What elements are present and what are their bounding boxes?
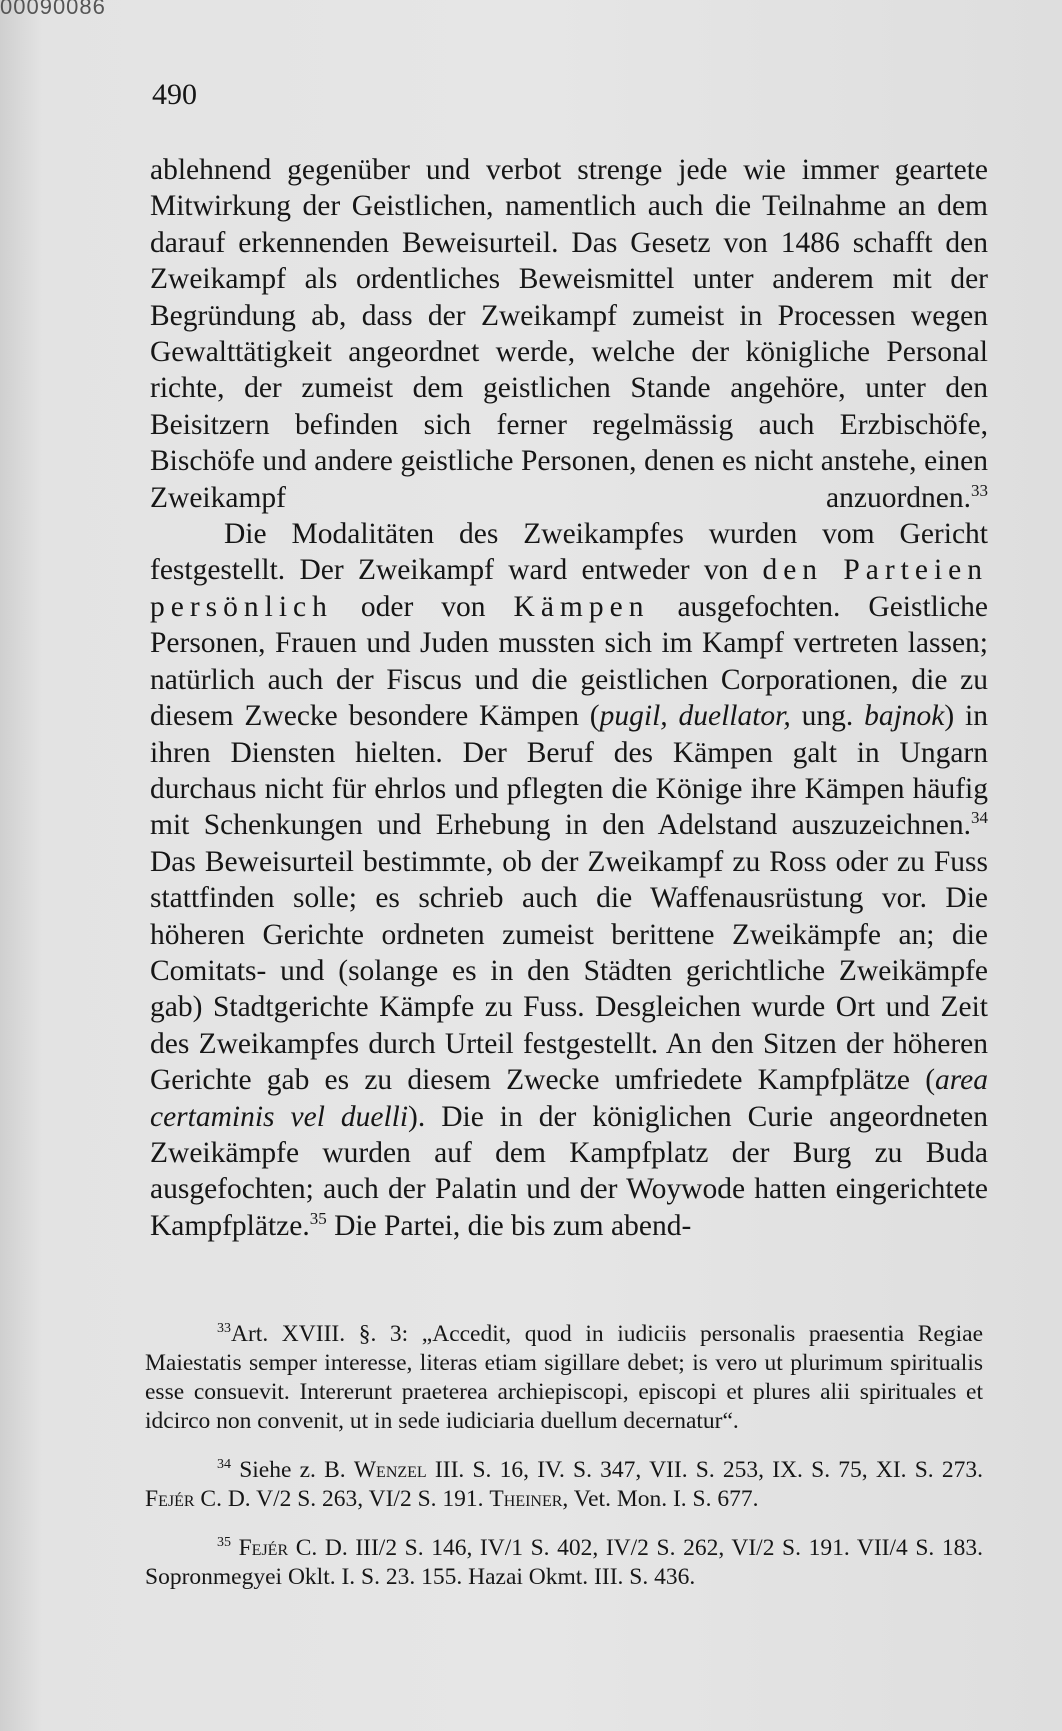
- footnote-35-number: 35: [217, 1535, 231, 1550]
- footnote-34-part-c: C. D. V/2 S. 263, VI/2 S. 191.: [200, 1486, 484, 1512]
- footnote-35-text: C. D. III/2 S. 146, IV/1 S. 402, IV/2 S. 262, VI/2 S. 191. VII/4 S. 183. Sopronmegyei Oklt. I. S. 23. 155. Hazai Okmt. III. S. 436.: [145, 1535, 984, 1590]
- footnote-35: [145, 1534, 983, 1592]
- paragraph-2-part-e: ) in ihren Diensten hielten. Der Beruf des Kämpen galt in Ungarn durchaus nicht für ehrlos und pflegten die Könige ihre Kämpen häufig mit Schenkungen und Erhebung in den Adelstand auszuzeichnen.: [150, 700, 989, 842]
- footnote-gap: [145, 1442, 983, 1456]
- footnote-33: [145, 1320, 983, 1436]
- paragraph-2-part-h: Die Partei, die bis zum abend-: [334, 1209, 692, 1242]
- footnotes: [145, 1320, 983, 1598]
- page-number: 490: [152, 78, 197, 111]
- footnote-ref-35: 35: [309, 1208, 327, 1228]
- paragraph-2-part-d: ung.: [801, 700, 854, 733]
- italic-pugil: pugil, duellator,: [599, 700, 791, 733]
- footnote-35-fejer: Fejér: [238, 1535, 289, 1561]
- footnote-34-fejer: Fejér: [145, 1486, 195, 1512]
- footnote-ref-34: 34: [971, 808, 988, 828]
- paragraph-2: [150, 516, 988, 1244]
- paragraph-1: [150, 152, 988, 516]
- spaced-kaempen: Kämpen: [513, 590, 650, 623]
- paragraph-1-text: ablehnend gegenüber und verbot strenge jede wie immer geartete Mitwirkung der Geistlichen, namentlich auch die Teilnahme an dem darauf erkennenden Beweisurteil. Das Gesetz von 1486 schafft den Zweikampf als ordentliches Beweismittel unter anderem mit der Begründung ab, dass der Zweikampf zumeist in Processen wegen Gewalttätigkeit angeordnet werde, welche der königliche Personal richte, der zumeist dem geistlichen Stande angehöre, unter den Beisitzern befinden sich ferner regelmässig auch Erzbischöfe, Bischöfe und andere geistliche Personen, denen es nicht anstehe, einen Zweikampf anzuordnen.: [150, 154, 988, 514]
- italic-bajnok: bajnok: [864, 700, 945, 733]
- paragraph-2-part-c: ausgefochten. Geistliche Personen, Frauen und Juden mussten sich im Kampf vertreten lassen; natürlich auch der Fiscus und die geistlichen Corporationen, die zu diesem Zwecke besondere Kämpen (: [150, 590, 989, 733]
- footnote-gap: [145, 1520, 983, 1534]
- footnote-34-theiner: Theiner,: [489, 1486, 569, 1512]
- footnote-33-number: 33: [217, 1321, 231, 1336]
- paragraph-2-part-g: ). Die in der königlichen Curie angeordneten Zweikämpfe wurden auf dem Kampfplatz der Burg zu Buda ausgefochten; auch der Palatin und der Woywode hatten eingerichtete Kampfplätze.: [150, 1100, 988, 1242]
- spaced-parteien: den Parteien persönlich: [150, 554, 988, 623]
- main-text: [150, 152, 988, 1244]
- italic-area: area certaminis vel duelli: [150, 1064, 988, 1133]
- paragraph-2-part-b: oder von: [360, 590, 486, 623]
- footnote-34-wenzel: Wenzel: [353, 1457, 427, 1483]
- footnote-34-number: 34: [217, 1457, 231, 1472]
- footnote-34-part-b: III. S. 16, IV. S. 347, VII. S. 253, IX. S. 75, XI. S. 273.: [434, 1457, 983, 1483]
- footnote-34-part-d: Vet. Mon. I. S. 677.: [573, 1486, 759, 1512]
- paragraph-2-part-f: Das Beweisurteil bestimmte, ob der Zweikampf zu Ross oder zu Fuss stattfinden solle; es schrieb auch die Waffenausrüstung vor. Die höheren Gerichte ordneten zumeist berittene Zweikämpfe an; die Comitats- und (solange es in den Städten gerichtliche Zweikämpfe gab) Stadtgerichte Kämpfe zu Fuss. Desgleichen wurde Ort und Zeit des Zweikampfes durch Urteil festgestellt. An den Sitzen der höheren Gerichte gab es zu diesem Zwecke umfriedete Kampfplätze (: [150, 845, 988, 1097]
- footnote-33-text: Art. XVIII. §. 3: „Accedit, quod in iudiciis personalis praesentia Regiae Maiestatis semper interesse, literas etiam sigillare debet; is vero ut plurimum spiritualis esse consuevit. Intererunt praeterea archiepiscopi, episcopi et plures alii spirituales et idcirco non convenit, ut in sede iudiciaria duellum decernatur“.: [145, 1321, 983, 1434]
- scan-id: 00090086: [0, 0, 106, 19]
- footnote-34-part-a: Siehe z. B.: [239, 1457, 346, 1483]
- footnote-ref-33: 33: [971, 480, 988, 500]
- paragraph-2-part-a: Die Modalitäten des Zweikampfes wurden vom Gericht festgestellt. Der Zweikampf ward entweder von: [150, 518, 988, 587]
- footnote-34: [145, 1456, 983, 1514]
